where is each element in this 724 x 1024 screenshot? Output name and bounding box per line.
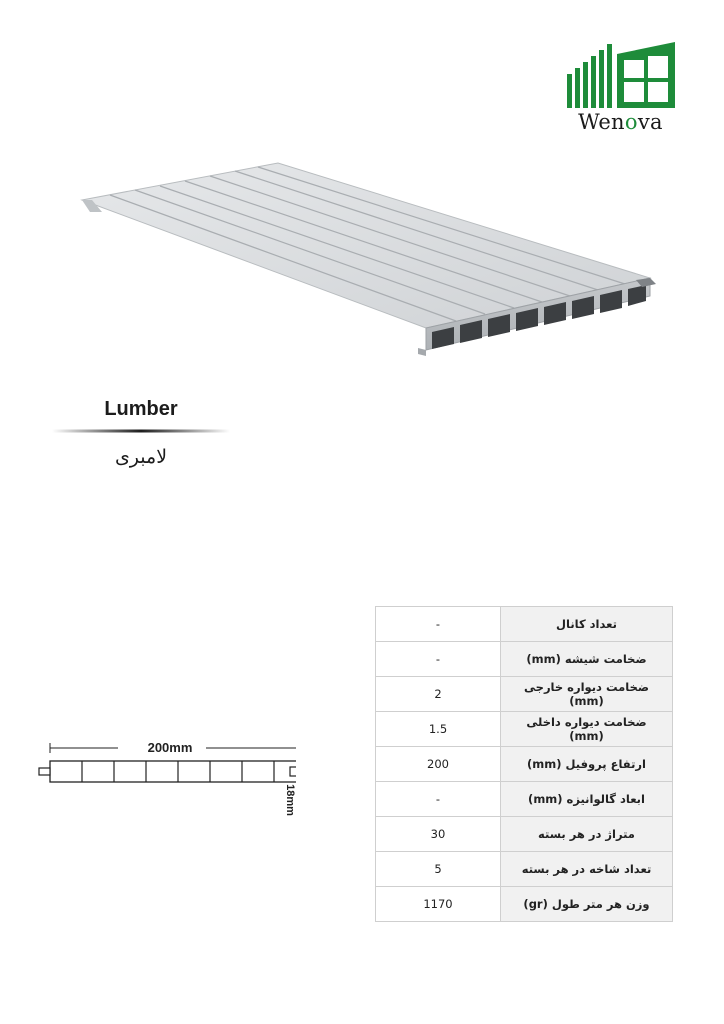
spec-value: 1170: [376, 887, 501, 922]
width-dimension-label: 200mm: [147, 740, 193, 755]
spec-value: 200: [376, 747, 501, 782]
spec-label: تعداد شاخه در هر بسته: [501, 852, 673, 887]
spec-label: ضخامت شیشه (mm): [501, 642, 673, 677]
spec-row: [376, 607, 673, 642]
spec-label: وزن هر متر طول (gr): [501, 887, 673, 922]
spec-value: 1.5: [376, 712, 501, 747]
spec-value: 30: [376, 817, 501, 852]
spec-label: تعداد کانال: [501, 607, 673, 642]
spec-row: [376, 712, 673, 747]
spec-value: -: [376, 782, 501, 817]
specs-table: [375, 606, 673, 922]
spec-label: متراژ در هر بسته: [501, 817, 673, 852]
spec-label: ضخامت دیواره داخلی (mm): [501, 712, 673, 747]
spec-row: [376, 642, 673, 677]
spec-label: ارتفاع پروفیل (mm): [501, 747, 673, 782]
title-divider: [52, 429, 230, 433]
brand-name: Wenova: [578, 110, 663, 134]
building-window-icon: [563, 36, 678, 110]
spec-row: [376, 852, 673, 887]
spec-row: [376, 747, 673, 782]
height-dimension-label: 18mm: [284, 784, 296, 816]
spec-value: -: [376, 607, 501, 642]
product-title-fa: لامبری: [114, 446, 168, 468]
spec-row: [376, 782, 673, 817]
spec-row: [376, 817, 673, 852]
spec-label: ابعاد گالوانیزه (mm): [501, 782, 673, 817]
spec-row: [376, 677, 673, 712]
product-title-en: Lumber: [104, 398, 178, 420]
wenova-logo: [563, 36, 678, 136]
spec-row: [376, 887, 673, 922]
spec-value: 5: [376, 852, 501, 887]
lumber-panel-image: [80, 160, 660, 370]
spec-value: -: [376, 642, 501, 677]
spec-label: ضخامت دیواره خارجی (mm): [501, 677, 673, 712]
spec-value: 2: [376, 677, 501, 712]
